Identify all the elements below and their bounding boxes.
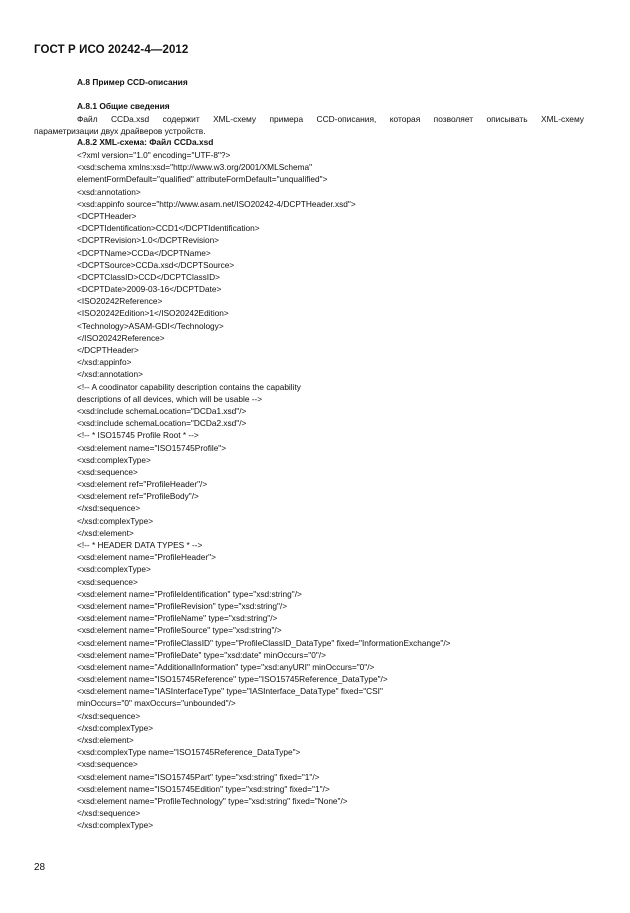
code-line: </xsd:sequence>	[77, 808, 141, 819]
intro-paragraph-line-1: Файл CCDa.xsd содержит XML-схему примера CCD-описания, которая позволяет описывать XML-схему	[77, 114, 584, 124]
code-line: <xsd:element name="ProfileDate" type="xsd:date" minOccurs="0"/>	[77, 649, 326, 660]
code-line: <xsd:element name="ProfileSource" type="xsd:string"/>	[77, 625, 282, 636]
code-line: <!-- * HEADER DATA TYPES * -->	[77, 540, 203, 550]
code-line: </xsd:appinfo>	[77, 357, 132, 368]
code-line: elementFormDefault="qualified" attributeFormDefault="unqualified">	[77, 174, 328, 185]
code-line: </xsd:complexType>	[77, 820, 154, 831]
subsection-general-heading: А.8.1 Общие сведения	[77, 101, 170, 111]
section-heading: А.8 Пример CCD-описания	[77, 77, 188, 87]
intro-paragraph	[34, 113, 584, 137]
code-line: descriptions of all devices, which will be usable -->	[77, 393, 263, 404]
code-line: <xsd:complexType name="ISO15745Reference_DataType">	[77, 747, 301, 758]
intro-paragraph-line-2: параметризации двух драйверов устройств.	[34, 126, 206, 137]
code-line: <xsd:element name="ISO15745Reference" type="ISO15745Reference_DataType"/>	[77, 674, 388, 685]
document-header: ГОСТ Р ИСО 20242-4—2012	[34, 44, 189, 56]
code-line: minOccurs="0" maxOccurs="unbounded"/>	[77, 698, 236, 709]
code-line: <DCPTClassID>CCD</DCPTClassID>	[77, 271, 220, 282]
page-number: 28	[34, 862, 46, 873]
subsection-xml-schema-heading: А.8.2 XML-схема: Файл CCDa.xsd	[77, 137, 214, 147]
code-line: <xsd:element name="ProfileClassID" type="ProfileClassID_DataType" fixed="InformationExchange"/>	[77, 637, 451, 648]
code-line: <DCPTSource>CCDa.xsd</DCPTSource>	[77, 259, 235, 270]
code-line: <xsd:schema xmlns:xsd="http://www.w3.org/2001/XMLSchema"	[77, 162, 313, 173]
code-line: <DCPTName>CCDa</DCPTName>	[77, 247, 211, 258]
code-line: </xsd:element>	[77, 735, 134, 745]
code-line: </DCPTHeader>	[77, 345, 139, 355]
code-line: <xsd:element name="ProfileHeader">	[77, 552, 216, 563]
code-line: <xsd:appinfo source="http://www.asam.net/ISO20242-4/DCPTHeader.xsd">	[77, 198, 356, 209]
code-line: <DCPTHeader>	[77, 210, 137, 221]
code-line: <DCPTIdentification>CCD1</DCPTIdentification>	[77, 223, 260, 234]
code-line: </xsd:sequence>	[77, 710, 141, 721]
code-line: <xsd:complexType>	[77, 454, 151, 465]
code-line: <xsd:element name="AdditionalInformation" type="xsd:anyURI" minOccurs="0"/>	[77, 661, 375, 672]
code-line: <xsd:element name="ISO15745Profile">	[77, 442, 227, 453]
code-line: </xsd:complexType>	[77, 515, 154, 526]
code-line: </ISO20242Reference>	[77, 332, 165, 343]
code-line: <Technology>ASAM-GDI</Technology>	[77, 320, 224, 331]
code-line: <xsd:sequence>	[77, 759, 138, 770]
code-line: <ISO20242Edition>1</ISO20242Edition>	[77, 308, 229, 319]
code-line: <xsd:element ref="ProfileBody"/>	[77, 491, 199, 502]
code-line: <?xml version="1.0" encoding="UTF-8"?>	[77, 150, 231, 160]
code-line: <xsd:complexType>	[77, 564, 151, 575]
code-line: <!-- * ISO15745 Profile Root * -->	[77, 430, 199, 441]
code-line: <DCPTRevision>1.0</DCPTRevision>	[77, 235, 220, 246]
code-line: <xsd:include schemaLocation="DCDa2.xsd"/>	[77, 418, 247, 429]
code-line: <xsd:element name="IASInterfaceType" type="IASInterface_DataType" fixed="CSI"	[77, 686, 383, 697]
code-line: </xsd:complexType>	[77, 722, 154, 733]
code-line: <xsd:element name="ProfileTechnology" type="xsd:string" fixed="None"/>	[77, 795, 348, 806]
code-line: <xsd:element ref="ProfileHeader"/>	[77, 479, 208, 490]
xml-code-listing	[77, 149, 450, 832]
code-line: <ISO20242Reference>	[77, 296, 163, 307]
code-line: <xsd:include schemaLocation="DCDa1.xsd"/>	[77, 405, 247, 416]
code-line: <DCPTDate>2009-03-16</DCPTDate>	[77, 284, 222, 295]
code-line: <xsd:sequence>	[77, 576, 138, 587]
code-line: <xsd:element name="ProfileName" type="xsd:string"/>	[77, 613, 278, 624]
code-line: <xsd:element name="ISO15745Edition" type="xsd:string" fixed="1"/>	[77, 783, 330, 794]
code-line: <xsd:element name="ISO15745Part" type="xsd:string" fixed="1"/>	[77, 771, 320, 782]
code-line: <xsd:element name="ProfileIdentification" type="xsd:string"/>	[77, 588, 302, 599]
code-line: </xsd:sequence>	[77, 503, 141, 514]
code-line: <xsd:annotation>	[77, 186, 141, 197]
code-line: <!-- A coodinator capability description contains the capability	[77, 381, 301, 392]
code-line: </xsd:annotation>	[77, 369, 143, 380]
code-line: <xsd:sequence>	[77, 466, 138, 477]
code-line: <xsd:element name="ProfileRevision" type="xsd:string"/>	[77, 600, 288, 611]
code-line: </xsd:element>	[77, 527, 134, 538]
